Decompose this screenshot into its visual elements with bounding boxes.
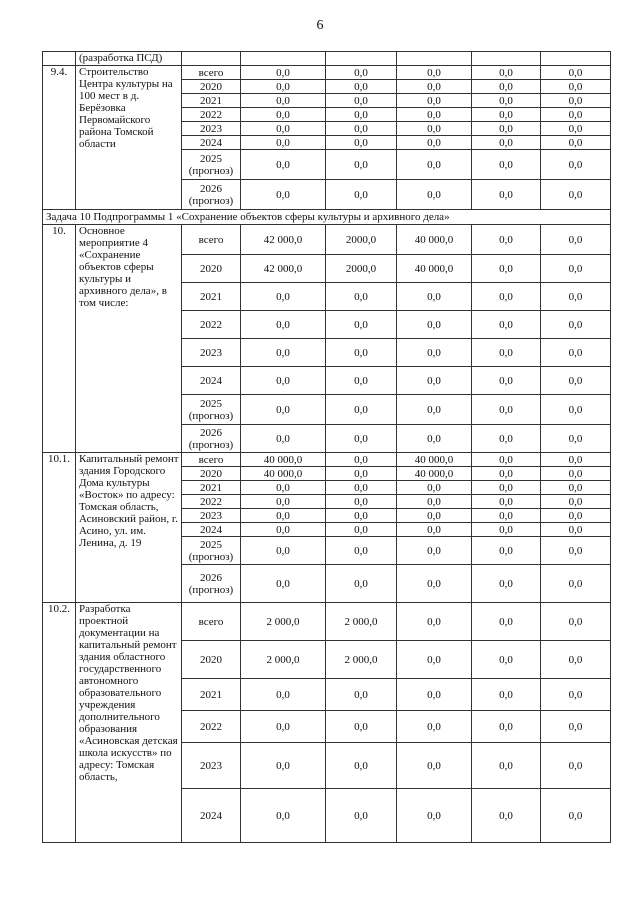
- value-cell: 0,0: [397, 495, 472, 509]
- value-cell: 0,0: [241, 743, 326, 789]
- value-cell: 0,0: [472, 711, 541, 743]
- value-cell: 0,0: [326, 467, 397, 481]
- value-cell: 0,0: [397, 603, 472, 641]
- value-cell: 0,0: [472, 367, 541, 395]
- value-cell: 0,0: [397, 395, 472, 425]
- value-cell: 0,0: [241, 122, 326, 136]
- empty-cell: [472, 52, 541, 66]
- value-cell: 0,0: [326, 180, 397, 210]
- value-cell: 0,0: [541, 425, 611, 453]
- value-cell: 0,0: [326, 108, 397, 122]
- year-cell: 2024: [182, 367, 241, 395]
- value-cell: 0,0: [326, 339, 397, 367]
- value-cell: 0,0: [397, 537, 472, 565]
- year-cell: 2024: [182, 523, 241, 537]
- year-cell: 2026 (прогноз): [182, 565, 241, 603]
- value-cell: 0,0: [541, 136, 611, 150]
- value-cell: 0,0: [326, 94, 397, 108]
- value-cell: 0,0: [472, 495, 541, 509]
- year-cell: 2021: [182, 283, 241, 311]
- value-cell: 0,0: [472, 66, 541, 80]
- item-number-cell: [43, 52, 76, 66]
- value-cell: 0,0: [541, 225, 611, 255]
- value-cell: 0,0: [241, 395, 326, 425]
- year-cell: 2025 (прогноз): [182, 395, 241, 425]
- value-cell: 0,0: [397, 66, 472, 80]
- table-row: [43, 225, 611, 255]
- value-cell: 0,0: [326, 743, 397, 789]
- empty-cell: [241, 52, 326, 66]
- year-cell: 2023: [182, 743, 241, 789]
- value-cell: 0,0: [541, 481, 611, 495]
- year-cell: 2026 (прогноз): [182, 180, 241, 210]
- value-cell: 0,0: [472, 425, 541, 453]
- value-cell: 0,0: [472, 603, 541, 641]
- value-cell: 0,0: [241, 180, 326, 210]
- value-cell: 0,0: [541, 108, 611, 122]
- year-cell: 2023: [182, 509, 241, 523]
- value-cell: 0,0: [472, 150, 541, 180]
- value-cell: 2000,0: [326, 255, 397, 283]
- table-row: [43, 603, 611, 641]
- value-cell: 40 000,0: [397, 453, 472, 467]
- value-cell: 0,0: [241, 481, 326, 495]
- value-cell: 0,0: [397, 789, 472, 843]
- value-cell: 2 000,0: [241, 603, 326, 641]
- value-cell: 0,0: [472, 679, 541, 711]
- value-cell: 0,0: [472, 467, 541, 481]
- value-cell: 0,0: [472, 453, 541, 467]
- value-cell: 0,0: [541, 537, 611, 565]
- item-name-cell: Капитальный ремонт здания Городского Дома культуры «Восток» по адресу: Томская область, Асиновский район, г. Асино, ул. им. Ленина, д. 19: [76, 453, 182, 603]
- value-cell: 0,0: [326, 481, 397, 495]
- year-cell: 2025 (прогноз): [182, 150, 241, 180]
- year-cell: 2024: [182, 136, 241, 150]
- value-cell: 0,0: [326, 523, 397, 537]
- value-cell: 0,0: [241, 509, 326, 523]
- item-number-cell: 10.2.: [43, 603, 76, 843]
- task-row: [43, 210, 611, 225]
- value-cell: 0,0: [472, 537, 541, 565]
- value-cell: 0,0: [326, 789, 397, 843]
- value-cell: 0,0: [241, 311, 326, 339]
- year-cell: 2023: [182, 339, 241, 367]
- value-cell: 42 000,0: [241, 225, 326, 255]
- value-cell: 0,0: [241, 523, 326, 537]
- value-cell: 42 000,0: [241, 255, 326, 283]
- empty-cell: [182, 52, 241, 66]
- value-cell: 0,0: [541, 94, 611, 108]
- value-cell: 0,0: [472, 565, 541, 603]
- value-cell: 0,0: [472, 509, 541, 523]
- value-cell: 0,0: [241, 425, 326, 453]
- value-cell: 2000,0: [326, 225, 397, 255]
- value-cell: 0,0: [326, 495, 397, 509]
- value-cell: 0,0: [541, 743, 611, 789]
- year-cell: 2025 (прогноз): [182, 537, 241, 565]
- value-cell: 0,0: [397, 339, 472, 367]
- value-cell: 0,0: [397, 425, 472, 453]
- value-cell: 0,0: [326, 66, 397, 80]
- value-cell: 0,0: [241, 565, 326, 603]
- value-cell: 0,0: [541, 711, 611, 743]
- year-cell: 2020: [182, 255, 241, 283]
- empty-cell: [326, 52, 397, 66]
- value-cell: 0,0: [541, 641, 611, 679]
- value-cell: 0,0: [472, 108, 541, 122]
- value-cell: 40 000,0: [397, 255, 472, 283]
- value-cell: 0,0: [397, 641, 472, 679]
- value-cell: 2 000,0: [326, 603, 397, 641]
- value-cell: 0,0: [472, 255, 541, 283]
- year-cell: всего: [182, 225, 241, 255]
- year-cell: всего: [182, 603, 241, 641]
- value-cell: 40 000,0: [241, 453, 326, 467]
- value-cell: 0,0: [326, 537, 397, 565]
- item-name-cell: Строительство Центра культуры на 100 мест в д. Берёзовка Первомайского района Томской области: [76, 66, 182, 210]
- value-cell: 0,0: [472, 395, 541, 425]
- value-cell: 40 000,0: [397, 467, 472, 481]
- value-cell: 0,0: [241, 94, 326, 108]
- value-cell: 0,0: [326, 679, 397, 711]
- value-cell: 0,0: [397, 283, 472, 311]
- value-cell: 0,0: [397, 94, 472, 108]
- value-cell: 0,0: [241, 339, 326, 367]
- year-cell: 2021: [182, 679, 241, 711]
- value-cell: 0,0: [241, 136, 326, 150]
- value-cell: 0,0: [326, 150, 397, 180]
- value-cell: 0,0: [326, 395, 397, 425]
- item-number-cell: 10.1.: [43, 453, 76, 603]
- value-cell: 0,0: [541, 339, 611, 367]
- value-cell: 0,0: [541, 66, 611, 80]
- value-cell: 0,0: [241, 789, 326, 843]
- table-row: [43, 66, 611, 80]
- value-cell: 0,0: [541, 603, 611, 641]
- value-cell: 0,0: [397, 679, 472, 711]
- item-number-cell: 10.: [43, 225, 76, 453]
- value-cell: 0,0: [472, 641, 541, 679]
- year-cell: всего: [182, 453, 241, 467]
- year-cell: 2021: [182, 481, 241, 495]
- year-cell: 2023: [182, 122, 241, 136]
- value-cell: 0,0: [397, 523, 472, 537]
- value-cell: 0,0: [241, 108, 326, 122]
- value-cell: 0,0: [241, 150, 326, 180]
- value-cell: 0,0: [397, 481, 472, 495]
- year-cell: 2020: [182, 641, 241, 679]
- value-cell: 0,0: [397, 743, 472, 789]
- value-cell: 0,0: [472, 80, 541, 94]
- value-cell: 0,0: [541, 255, 611, 283]
- value-cell: 2 000,0: [241, 641, 326, 679]
- empty-cell: [541, 52, 611, 66]
- value-cell: 0,0: [241, 679, 326, 711]
- value-cell: 40 000,0: [241, 467, 326, 481]
- page-number: 6: [316, 18, 324, 33]
- value-cell: 0,0: [241, 80, 326, 94]
- item-number-cell: 9.4.: [43, 66, 76, 210]
- value-cell: 2 000,0: [326, 641, 397, 679]
- value-cell: 0,0: [541, 789, 611, 843]
- value-cell: 0,0: [541, 180, 611, 210]
- value-cell: 0,0: [241, 537, 326, 565]
- item-name-cell: Основное мероприятие 4 «Сохранение объектов сферы культуры и архивного дела», в том числе:: [76, 225, 182, 453]
- value-cell: 0,0: [541, 150, 611, 180]
- value-cell: 0,0: [241, 711, 326, 743]
- value-cell: 0,0: [241, 495, 326, 509]
- value-cell: 0,0: [541, 467, 611, 481]
- value-cell: 0,0: [397, 367, 472, 395]
- value-cell: 0,0: [326, 136, 397, 150]
- value-cell: 0,0: [326, 80, 397, 94]
- year-cell: 2022: [182, 311, 241, 339]
- table-row: [43, 52, 611, 66]
- year-cell: 2021: [182, 94, 241, 108]
- value-cell: 0,0: [326, 283, 397, 311]
- value-cell: 0,0: [397, 80, 472, 94]
- year-cell: 2022: [182, 711, 241, 743]
- value-cell: 0,0: [326, 367, 397, 395]
- value-cell: 0,0: [472, 94, 541, 108]
- value-cell: 0,0: [472, 283, 541, 311]
- value-cell: 0,0: [541, 509, 611, 523]
- value-cell: 0,0: [241, 283, 326, 311]
- value-cell: 0,0: [541, 523, 611, 537]
- value-cell: 0,0: [326, 425, 397, 453]
- task-heading: Задача 10 Подпрограммы 1 «Сохранение объектов сферы культуры и архивного дела»: [43, 210, 611, 225]
- value-cell: 0,0: [472, 311, 541, 339]
- value-cell: 0,0: [397, 311, 472, 339]
- year-cell: всего: [182, 66, 241, 80]
- value-cell: 0,0: [326, 311, 397, 339]
- value-cell: 0,0: [397, 509, 472, 523]
- value-cell: 0,0: [397, 136, 472, 150]
- year-cell: 2020: [182, 80, 241, 94]
- year-cell: 2024: [182, 789, 241, 843]
- value-cell: 0,0: [541, 80, 611, 94]
- value-cell: 0,0: [326, 453, 397, 467]
- value-cell: 0,0: [397, 711, 472, 743]
- budget-table: [42, 51, 611, 843]
- value-cell: 0,0: [472, 481, 541, 495]
- value-cell: 0,0: [472, 122, 541, 136]
- value-cell: 0,0: [472, 339, 541, 367]
- value-cell: 0,0: [541, 495, 611, 509]
- value-cell: 0,0: [541, 311, 611, 339]
- value-cell: 0,0: [397, 150, 472, 180]
- value-cell: 0,0: [541, 367, 611, 395]
- value-cell: 0,0: [241, 66, 326, 80]
- value-cell: 0,0: [472, 136, 541, 150]
- value-cell: 0,0: [326, 565, 397, 603]
- year-cell: 2026 (прогноз): [182, 425, 241, 453]
- value-cell: 0,0: [541, 283, 611, 311]
- value-cell: 0,0: [397, 122, 472, 136]
- year-cell: 2020: [182, 467, 241, 481]
- item-name-cell: (разработка ПСД): [76, 52, 182, 66]
- year-cell: 2022: [182, 108, 241, 122]
- value-cell: 0,0: [541, 565, 611, 603]
- value-cell: 0,0: [472, 225, 541, 255]
- item-name-cell: Разработка проектной документации на капитальный ремонт здания областного государственного автономного образовательного учреждения дополнительного образования «Асиновская детская школа искусств» по адресу: Томская область,: [76, 603, 182, 843]
- value-cell: 0,0: [241, 367, 326, 395]
- value-cell: 0,0: [541, 679, 611, 711]
- value-cell: 0,0: [397, 180, 472, 210]
- value-cell: 0,0: [326, 122, 397, 136]
- value-cell: 0,0: [541, 395, 611, 425]
- table-row: [43, 453, 611, 467]
- value-cell: 0,0: [326, 711, 397, 743]
- empty-cell: [397, 52, 472, 66]
- value-cell: 0,0: [397, 108, 472, 122]
- value-cell: 0,0: [472, 180, 541, 210]
- value-cell: 0,0: [397, 565, 472, 603]
- value-cell: 0,0: [541, 453, 611, 467]
- value-cell: 40 000,0: [397, 225, 472, 255]
- value-cell: 0,0: [541, 122, 611, 136]
- year-cell: 2022: [182, 495, 241, 509]
- value-cell: 0,0: [472, 789, 541, 843]
- value-cell: 0,0: [472, 743, 541, 789]
- value-cell: 0,0: [326, 509, 397, 523]
- value-cell: 0,0: [472, 523, 541, 537]
